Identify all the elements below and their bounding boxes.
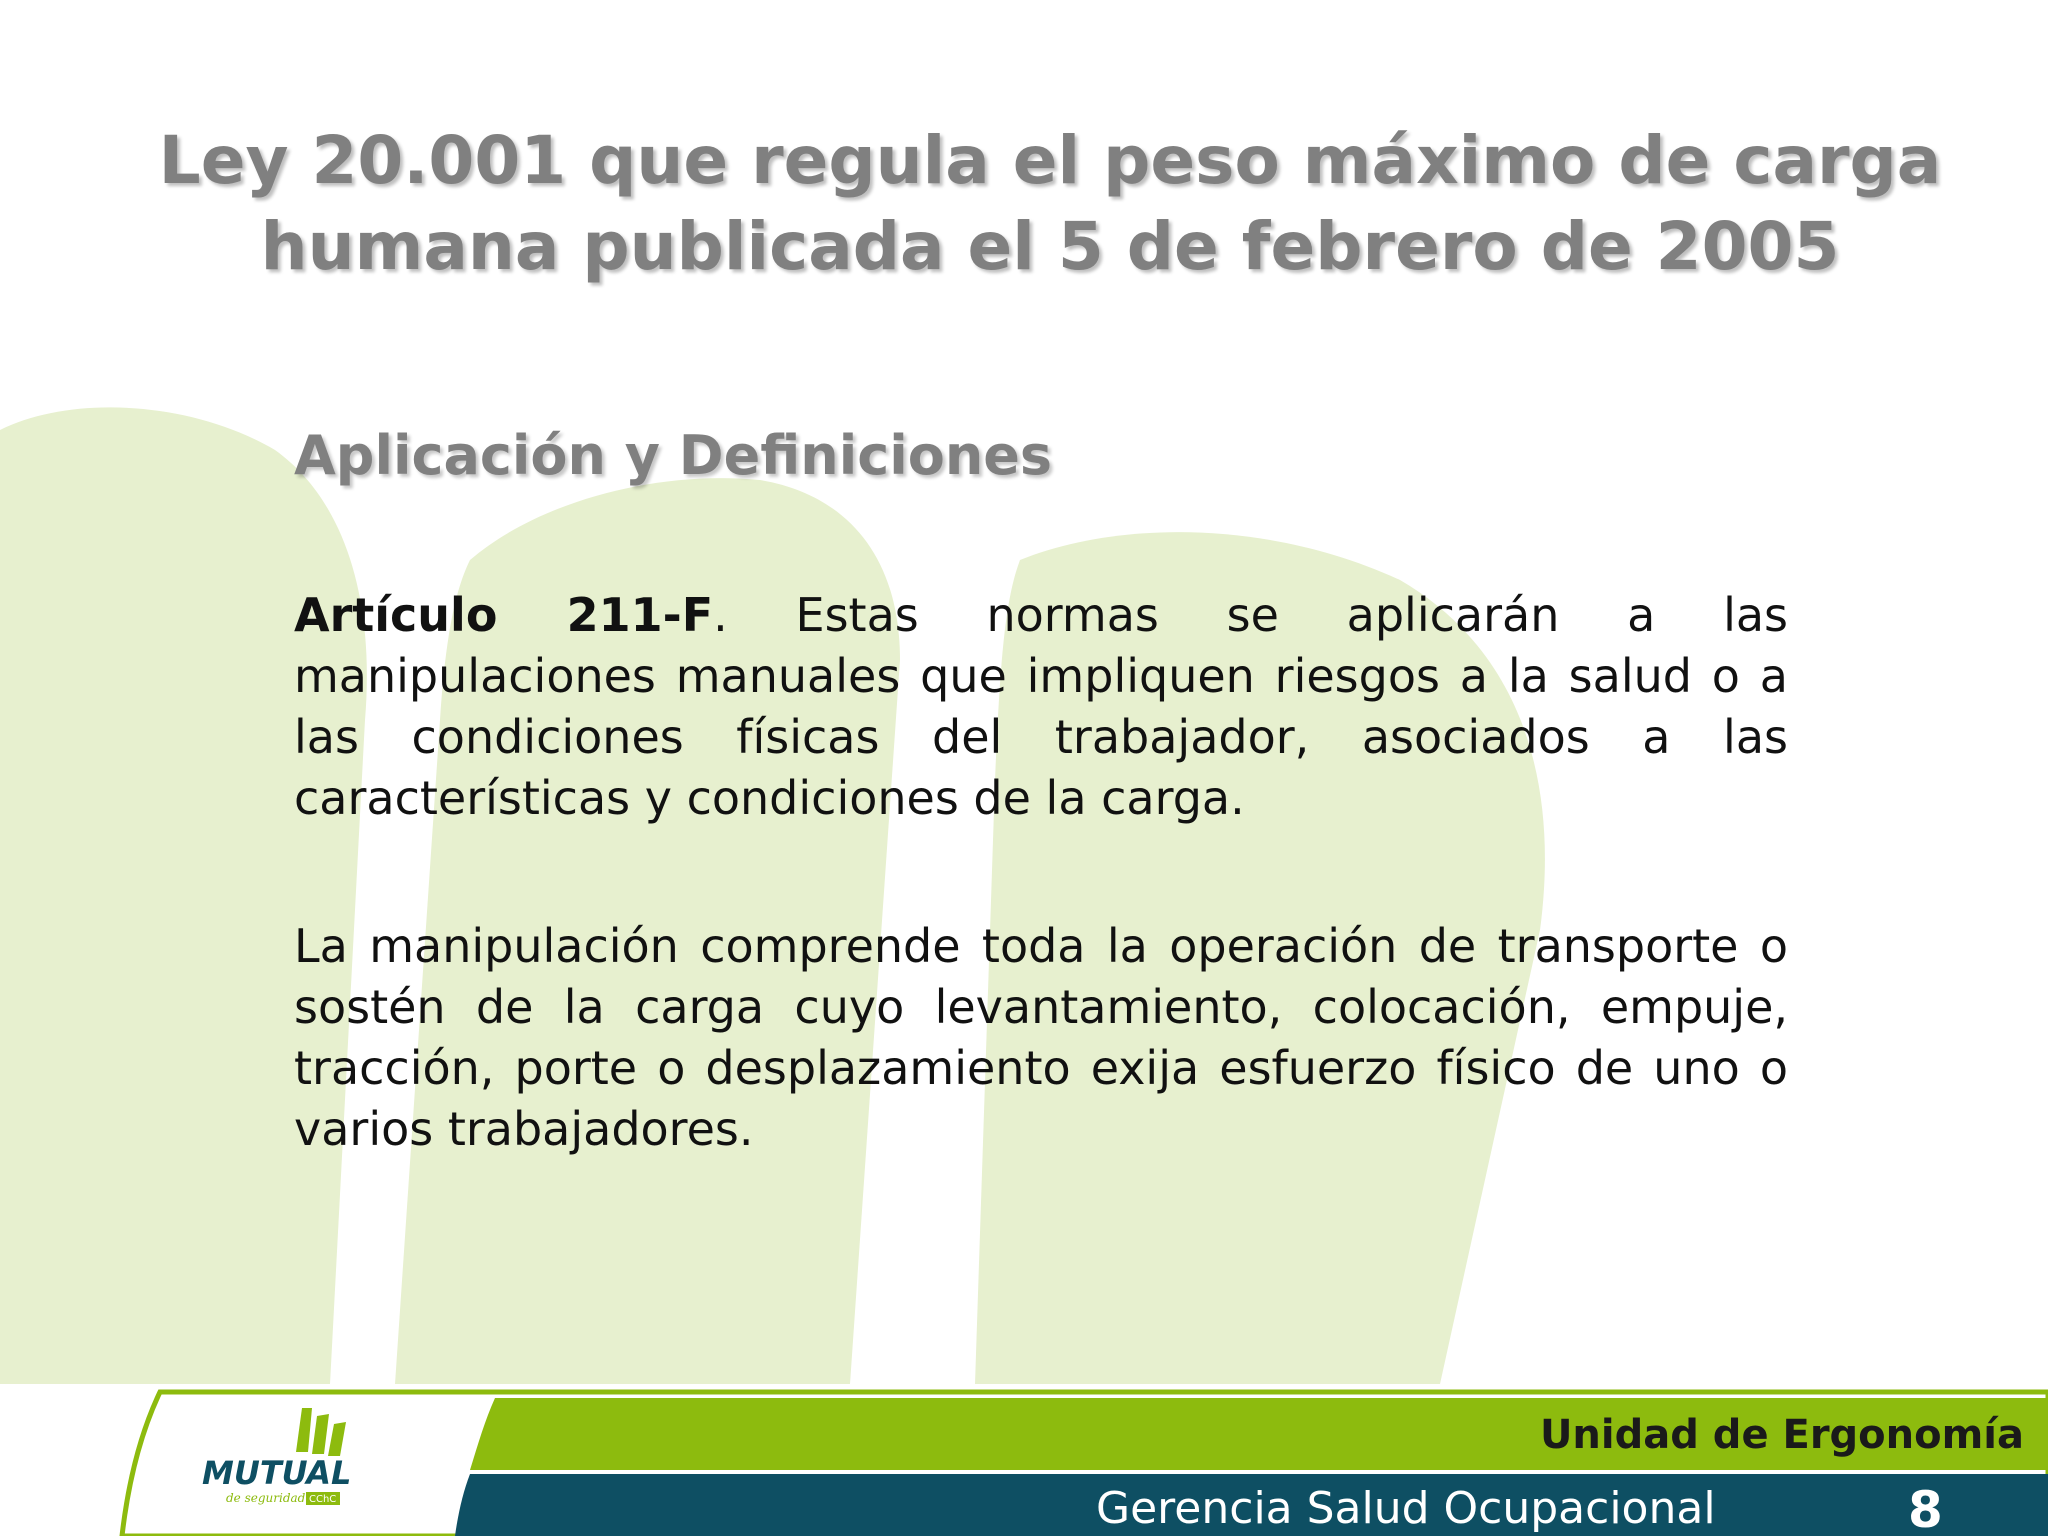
- footer-department-label: Gerencia Salud Ocupacional: [1096, 1483, 1716, 1534]
- logo-subtext: de seguridad: [226, 1491, 306, 1505]
- article-label-punct: .: [713, 588, 728, 642]
- article-text: Estas normas se aplicarán a las manipulaciones manuales que impliquen riesgos a la salud o a las condiciones físicas del trabajador, asociados a las características y condiciones de la carga.: [294, 588, 1788, 825]
- paragraph-article: [294, 585, 1788, 829]
- title-line-2: humana publicada el 5 de febrero de 2005: [260, 208, 1840, 285]
- footer-unit-label: Unidad de Ergonomía: [1539, 1412, 2024, 1458]
- page-number: 8: [1908, 1481, 1943, 1539]
- logo-mark-icon: [296, 1408, 346, 1456]
- article-label: Artículo 211-F: [294, 588, 714, 642]
- title-line-1: Ley 20.001 que regula el peso máximo de carga: [158, 122, 1942, 199]
- paragraph-definition: La manipulación comprende toda la operación de transporte o sostén de la carga cuyo levantamiento, colocación, empuje, tracción, porte o desplazamiento exija esfuerzo físico de uno o varios trabajadores.: [294, 919, 1788, 1156]
- slide-title: [100, 118, 2000, 290]
- mutual-logo: [196, 1404, 422, 1524]
- logo-text: MUTUAL: [202, 1454, 352, 1492]
- section-subtitle: Aplicación y Definiciones: [294, 424, 1053, 487]
- watermark-stroke-left: [0, 407, 367, 1384]
- logo-badge: CChC: [309, 1494, 337, 1505]
